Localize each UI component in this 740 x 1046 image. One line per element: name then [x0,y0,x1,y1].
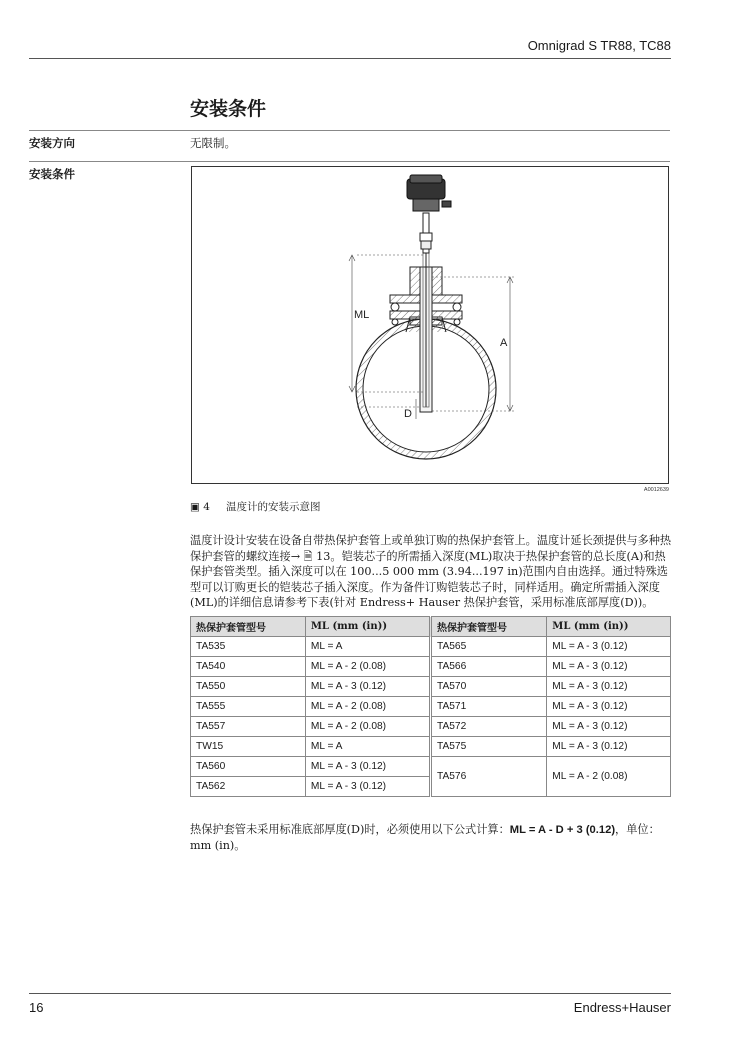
ml-formula: ML = A - D + 3 (0.12) [509,824,616,836]
table-header: ML (mm (in)) [547,617,671,637]
conditions-label: 安装条件 [29,167,75,181]
table-row [191,637,671,657]
table-cell: ML = A - 3 (0.12) [547,657,671,677]
table-cell: TA565 [430,637,546,657]
installation-drawing [192,167,668,483]
table-cell: TA535 [191,637,306,657]
table-cell: TA572 [430,717,546,737]
table-row [191,677,671,697]
table-row [191,717,671,737]
table-cell: ML = A - 3 (0.12) [547,697,671,717]
note-text-1: 热保护套管未采用标准底部厚度(D)时，必须使用以下公式计算： [190,823,510,836]
table-cell: TA550 [191,677,306,697]
table-cell: TA566 [430,657,546,677]
table-cell: ML = A - 3 (0.12) [305,777,430,797]
d-label: D [404,408,412,420]
thermowell-ml-table [190,616,671,797]
table-row [191,757,671,777]
table-cell: TA555 [191,697,306,717]
ml-label: ML [354,309,370,321]
header-product: Omnigrad S TR88, TC88 [527,38,671,53]
table-cell: ML = A - 2 (0.08) [547,757,671,797]
table-cell: TA570 [430,677,546,697]
paragraph-text-2: 。铠装芯子的所需插入深度(ML)取决于热保护套管的总长度(A)和热保护套管类型。插入深度可以在 100...5 000 mm (3.94...197 in)范围内自由选择。通过特殊选型可以订购更长的铠装芯子插入深度。作为备件订购铠装芯子时，同样适用。确定所需插入深度(ML)的详细信息请参考下表(针对 Endress+ Hauser 热保护套管，采用标准底部厚度(D))。 [190,549,668,609]
table-header-row [191,617,671,637]
table-cell: ML = A - 3 (0.12) [305,677,430,697]
figure-caption-number: ▣ 4 [190,501,210,513]
page-number: 16 [29,1000,44,1015]
table-cell: TA575 [430,737,546,757]
table-cell: ML = A - 3 (0.12) [547,637,671,657]
footer-rule [29,993,671,994]
table-cell: ML = A - 2 (0.08) [305,657,430,677]
a-label: A [500,337,508,349]
table-cell: TA562 [191,777,306,797]
table-cell: TA571 [430,697,546,717]
table-cell: ML = A - 3 (0.12) [547,737,671,757]
orientation-value: 无限制。 [190,136,236,150]
table-header: 热保护套管型号 [430,617,546,637]
footer-brand: Endress+Hauser [573,1000,671,1015]
installation-paragraph [190,533,672,611]
table-row [191,697,671,717]
figure-caption-text: 温度计的安装示意图 [225,501,321,513]
table-header: ML (mm (in)) [305,617,430,637]
table-cell: ML = A [305,737,430,757]
neck-extension [420,213,432,253]
thermowell [420,251,432,412]
table-cell: TW15 [191,737,306,757]
table-cell: ML = A - 2 (0.08) [305,717,430,737]
table-cell: TA540 [191,657,306,677]
row-divider [29,161,670,162]
row-divider [29,130,670,131]
table-cell: TA557 [191,717,306,737]
table-header: 热保护套管型号 [191,617,306,637]
terminal-head [407,175,451,211]
page-reference-link[interactable]: → 🗎 13 [290,549,331,563]
table-cell: ML = A - 3 (0.12) [547,717,671,737]
table-row [191,657,671,677]
figure-caption [190,499,320,514]
table-cell: ML = A - 3 (0.12) [305,757,430,777]
header-rule [29,58,671,59]
table-cell: TA576 [430,757,546,797]
table-cell: ML = A [305,637,430,657]
orientation-label: 安装方向 [29,136,75,150]
table-cell: ML = A - 3 (0.12) [547,677,671,697]
formula-note [190,822,680,854]
section-title: 安装条件 [190,98,267,120]
table-cell: TA560 [191,757,306,777]
note-text-2: ，单位：mm (in)。 [190,823,660,852]
installation-figure [191,166,669,484]
paragraph-text-1: 温度计设计安装在设备自带热保护套管上或单独订购的热保护套管上。温度计延长颈提供与多种热保护套管的螺纹连接 [190,534,672,563]
table-cell: ML = A - 2 (0.08) [305,697,430,717]
figure-id: A0012639 [643,487,669,493]
table-row [191,737,671,757]
